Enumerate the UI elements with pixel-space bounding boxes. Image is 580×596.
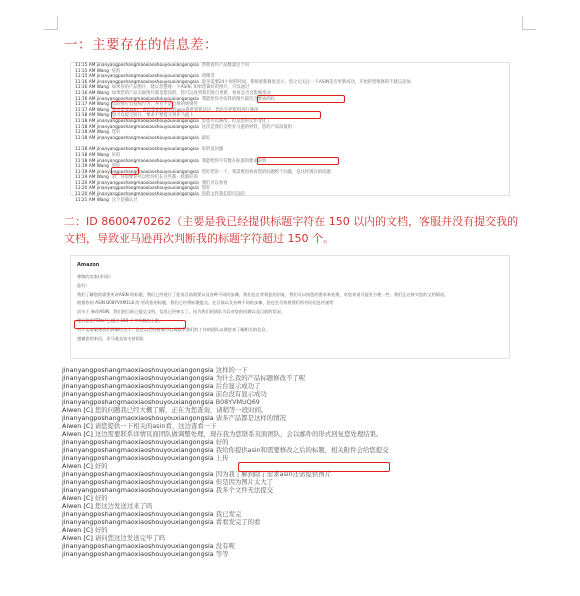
chat-sender: 11:18 AM jinanyangposhangmaoxiaoshouyouxiangongsia — [75, 118, 199, 124]
email-paragraph: 对于卖家服务我们将确认这个，您在以后的时候可以再联系我们的工作的团队以便您来了解相关的信息。 — [77, 326, 270, 332]
chat-text: 好的 — [215, 438, 229, 446]
highlight-box — [111, 111, 321, 119]
chat-sender: jinanyangposhangmaoxiaoshouyouxiangongsia — [62, 414, 214, 422]
chat-message — [62, 494, 524, 502]
chat-text: 好的没问题 — [201, 147, 224, 153]
section-heading-2: 二：ID 8600470262（主要是我已经提供标题字符在 150 以内的文档，客服并没有提交我的文档，导致亚马逊再次判断我的标题字符超过 150 个。 — [64, 215, 519, 245]
chat-sender: jinanyangposhangmaoxiaoshouyouxiangongsia — [62, 510, 214, 518]
highlight-box — [257, 157, 339, 165]
chat-sender: jinanyangposhangmaoxiaoshouyouxiangongsia — [62, 542, 214, 550]
chat-text: 如果你的产品照片，建议您整理一下ASIN, 如果您做好的图片，可以通过 — [111, 85, 250, 91]
chat-text: 我已发完 — [215, 510, 242, 518]
chat-sender: 11:16 AM Wang — [75, 90, 109, 96]
chat-text: 最好 — [201, 135, 211, 141]
chat-text: 如果您的产品关联图片都是错误的，您可以再到我们进行更新，看看是否会影响变动 — [111, 90, 271, 96]
chat-text: 请稍等 — [201, 74, 215, 80]
chat-text: 好的 — [94, 462, 108, 470]
chat-sender: Aiwen [C] — [62, 502, 93, 510]
chat-text: 我们可以看看 — [201, 180, 228, 186]
chat-text: 我给你提供asin和需要修改之后的标题，相关附件会给您提交 — [215, 446, 389, 454]
chat-sender: 11:20 AM jinanyangposhangmaoxiaoshouyouxiangongsia — [75, 180, 199, 186]
chat-message — [62, 518, 524, 526]
chat-message — [62, 510, 524, 518]
email-screenshot — [70, 255, 510, 359]
chat-sender: 11:19 AM jinanyangposhangmaoxiaoshouyouxiangongsia — [75, 169, 199, 175]
chat-text: 但是因为图片太大了 — [215, 478, 274, 486]
chat-text: 帮我再传产品数量这个问 — [201, 63, 250, 68]
chat-text: 请您提供一下相关的asin看，这边查看一下 — [94, 422, 217, 430]
chat-sender: jinanyangposhangmaoxiaoshouyouxiangongsia — [62, 446, 214, 454]
chat-message — [62, 374, 524, 382]
chat-message — [62, 406, 524, 414]
chat-sender: jinanyangposhangmaoxiaoshouyouxiangongsia — [62, 470, 214, 478]
chat-message — [62, 446, 524, 454]
chat-message — [62, 382, 524, 390]
chat-sender: 11:18 AM jinanyangposhangmaoxiaoshouyouxiangongsia — [75, 124, 199, 130]
chat-text: 这样的一下 — [215, 366, 248, 374]
highlight-box — [74, 320, 186, 329]
section-heading-1: 一：主要存在的信息差： — [64, 37, 218, 53]
chat-sender: Aiwen [C] — [62, 430, 93, 438]
chat-sender: 11:15 AM jinanyangposhangmaoxiaoshouyouxiangongsia — [75, 63, 199, 68]
chat-message — [62, 542, 524, 550]
chat-sender: 11:16 AM jinanyangposhangmaoxiaoshouyouxiangongsia — [75, 79, 199, 85]
chat-text: 您好 — [111, 130, 121, 136]
chat-message — [62, 550, 524, 558]
highlight-box — [257, 95, 345, 103]
chat-text: 您这边发送过来了吗 — [94, 502, 153, 510]
chat-sender: jinanyangposhangmaoxiaoshouyouxiangongsia — [62, 366, 214, 374]
email-paragraph: 而关于 修改ASIN，我们的目前已提交文档，信息已经核实了，因为我们的团队可以对您的问题以及目前的状况。 — [77, 309, 286, 315]
email-paragraph: 尊敬的卖家(市场): — [77, 274, 111, 279]
chat-text: 您好您说一下，我需要再看看您的问题给个问题，是这样现在的问题 — [201, 169, 331, 175]
chat-text: B08YVMUQ69 — [215, 398, 260, 406]
chat-text: 为什么我的产品标题修改不了呢 — [215, 374, 306, 382]
chat-message — [62, 502, 524, 510]
chat-text: 您好 — [201, 186, 211, 192]
chat-text: 这边需要联系详情页面团队做调整处理，现在我为您联系页面团队，会以邮件的形式回复您处理结果。 — [94, 430, 383, 438]
chat-message — [62, 486, 524, 494]
chat-sender: 11:18 AM jinanyangposhangmaoxiaoshouyouxiangongsia — [75, 158, 199, 164]
chat-sender: jinanyangposhangmaoxiaoshouyouxiangongsia — [62, 382, 214, 390]
chat-text: 因为我了解到除了需求asin还需提供图片 — [215, 470, 332, 478]
email-title: Amazon — [77, 262, 100, 268]
chat-sender: jinanyangposhangmaoxiaoshouyouxiangongsia — [62, 478, 214, 486]
chat-text: 我能给你字符数在标准的要求说明 — [201, 158, 267, 164]
chat-sender: jinanyangposhangmaoxiaoshouyouxiangongsia — [62, 374, 214, 382]
chat-text: 请问您这边发送完毕了吗 — [94, 534, 166, 542]
chat-sender: 11:18 AM jinanyangposhangmaoxiaoshouyouxiangongsia — [75, 147, 199, 153]
chat-text: 我能给你介绍我的图片最符合要求的吗 — [201, 96, 275, 102]
chat-text: 看看发完了的看 — [215, 518, 261, 526]
chat-sender: 11:21 AM Wang — [75, 197, 109, 203]
chat-screenshot-1 — [70, 62, 510, 203]
chat-message — [62, 438, 524, 446]
chat-sender: jinanyangposhangmaoxiaoshouyouxiangongsia — [62, 438, 214, 446]
chat-text: 您也可以修改，但是您的文件变化了 — [201, 118, 271, 124]
chat-message — [71, 198, 509, 204]
chat-text: 好的 — [94, 526, 108, 534]
chat-sender: jinanyangposhangmaoxiaoshouyouxiangongsia — [62, 390, 214, 398]
chat-text: 上传 — [215, 454, 229, 462]
chat-sender: jinanyangposhangmaoxiaoshouyouxiangongsia — [62, 550, 214, 558]
chat-text: 这个是确认过 — [111, 197, 138, 203]
chat-sender: Aiwen [C] — [62, 526, 93, 534]
chat-sender: 11:20 AM jinanyangposhangmaoxiaoshouyouxiangongsia — [75, 186, 199, 192]
chat-text: 您的图片有侵权行为，并且不是合规的规则性 — [111, 102, 198, 108]
chat-sender: 11:17 AM Wang — [75, 102, 109, 108]
chat-sender: 11:18 AM Wang — [75, 152, 109, 158]
chat-text: 您的问题我已经大概了解，正在为您查询，请稍等一段时间。 — [94, 406, 268, 414]
chat-text: 好的 — [111, 152, 121, 158]
chat-sender: 11:19 AM Wang — [75, 175, 109, 181]
chat-sender: jinanyangposhangmaoxiaoshouyouxiangongsia — [62, 518, 214, 526]
highlight-box — [111, 101, 173, 109]
chat-message — [62, 398, 524, 406]
email-paragraph: 您好！ — [77, 282, 90, 288]
chat-text: 对，你需要你可以给你们在这些都一样都好的 — [111, 175, 198, 181]
chat-sender: Aiwen [C] — [62, 494, 93, 502]
chat-sender: jinanyangposhangmaoxiaoshouyouxiangongsia — [62, 454, 214, 462]
chat-sender: 11:15 AM jinanyangposhangmaoxiaoshouyouxiangongsia — [75, 74, 199, 80]
chat-message — [62, 478, 524, 486]
email-paragraph: 根据你的 ASIN B08YVXM1L8 的 更改您的标题，我们已经将标题提交，在目前以及各种不同的步骤，您也会尽快将我们所有的信息传递给 — [77, 300, 334, 306]
highlight-box — [111, 167, 139, 175]
chat-sender: 11:16 AM jinanyangposhangmaoxiaoshouyouxiangongsia — [75, 96, 199, 102]
chat-text: 等等 — [215, 550, 229, 558]
chat-sender: 11:18 AM Wang — [75, 130, 109, 136]
chat-message — [62, 366, 524, 374]
chat-text: 请多产品都是这样的情况 — [215, 414, 286, 422]
chat-text: 我多个文件无法提交 — [215, 486, 274, 494]
chat-sender: jinanyangposhangmaoxiaoshouyouxiangongsia — [62, 486, 214, 494]
chat-sender: 11:18 AM Wang — [75, 113, 109, 119]
chat-text: 好的 — [94, 494, 108, 502]
chat-screenshot-2 — [62, 366, 524, 592]
chat-message — [62, 534, 524, 542]
chat-text: 好的 — [111, 68, 121, 74]
chat-text: 前台没有显示成功 — [215, 390, 267, 398]
chat-message — [62, 454, 524, 462]
chat-message — [62, 422, 524, 430]
chat-text: 这次是我们交给亚马逊的材料，您的产品质量的 — [201, 124, 292, 130]
chat-message — [62, 390, 524, 398]
chat-sender: 11:19 AM Wang — [75, 164, 109, 170]
chat-text: 最多需要24小时的时间，系统重新修复显示，您之后关注一下ASIN是否更新成功，开始转型维修的不建议添加 — [201, 79, 411, 85]
page-corner-marker — [522, 16, 536, 30]
page-corner-marker — [44, 16, 58, 30]
chat-sender: 11:18 AM jinanyangposhangmaoxiaoshouyouxiangongsia — [75, 135, 199, 141]
chat-sender: 11:20 AM jinanyangposhangmaoxiaoshouyouxiangongsia — [75, 192, 199, 198]
chat-message — [62, 430, 524, 438]
chat-message — [62, 526, 524, 534]
email-paragraph: 建议您的"Title"已超过 150 个字符数的上限。 — [77, 317, 164, 323]
chat-sender: Aiwen [C] — [62, 422, 93, 430]
chat-text: 后台显示成功了 — [215, 382, 261, 390]
chat-text: 我也需要asin，请您需要把相关的asin提供到我这边，您也会把资料进行修改 — [111, 107, 259, 113]
chat-message — [62, 414, 524, 422]
chat-sender: 11:15 AM Wang — [75, 68, 109, 74]
email-paragraph: 感谢您的来信，亚马逊卖家支持团队 — [77, 335, 145, 341]
chat-sender: Aiwen [C] — [62, 406, 93, 414]
chat-sender: Aiwen [C] — [62, 462, 93, 470]
chat-sender: 11:17 AM Wang — [75, 107, 109, 113]
chat-text: 没有呢 — [215, 542, 235, 550]
chat-sender: jinanyangposhangmaoxiaoshouyouxiangongsia — [62, 398, 214, 406]
chat-sender: 11:16 AM Wang — [75, 85, 109, 91]
chat-text: 您好 — [111, 164, 121, 170]
chat-text: 您可以提交照片，要求不要提交到亚马逊上 — [111, 113, 194, 119]
email-paragraph: 我们了解您的需要更改ASIN 的标题，我们已经进行了您再目前需要以及各种不同的步骤，我们也在等着您的回复，我们可以按您的要求来处理，对您来说可能更方便一些，我们正在核实您的文档情况。 — [77, 291, 449, 297]
chat-sender: Aiwen [C] — [62, 534, 93, 542]
highlight-box — [238, 462, 390, 472]
chat-text: 你的文件我们的可以的 — [201, 192, 245, 198]
